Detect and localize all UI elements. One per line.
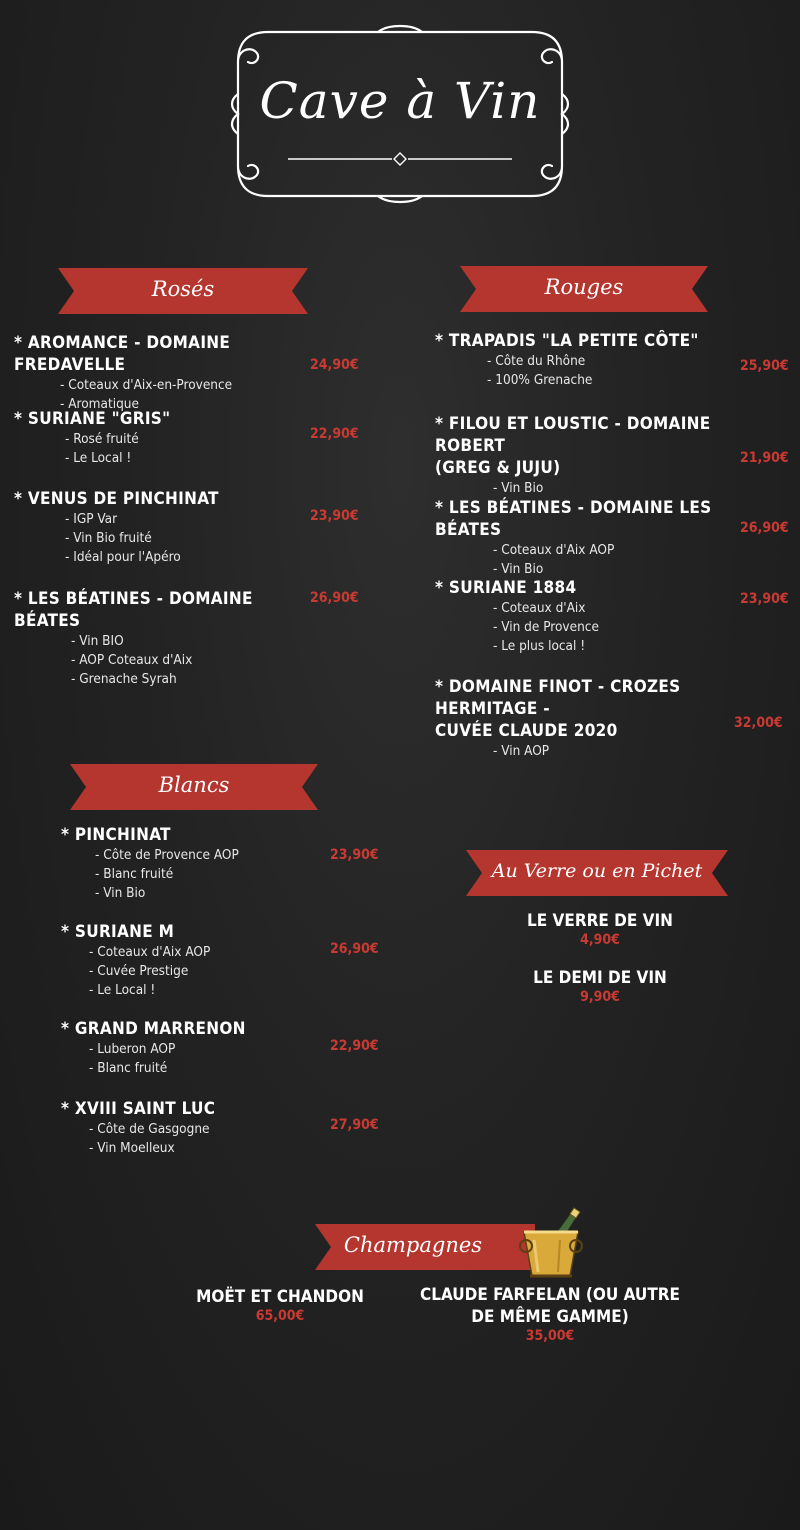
wine-detail: - Côte du Rhône — [487, 353, 586, 369]
wine-detail: - Blanc fruité — [95, 866, 174, 882]
ribbon-roses — [58, 268, 308, 314]
wine-name: * AROMANCE - DOMAINE FREDAVELLE — [14, 333, 231, 375]
wine-detail: - Le Local ! — [89, 982, 156, 998]
wine-detail: - Coteaux d'Aix AOP — [493, 542, 615, 558]
wine-detail: - Rosé fruité — [65, 431, 139, 447]
wine-detail: - Blanc fruité — [89, 1060, 168, 1076]
wine-detail: - Côte de Provence AOP — [95, 847, 239, 863]
wine-name: * DOMAINE FINOT - CROZES HERMITAGE - — [435, 677, 681, 719]
champagne-name: MOËT ET CHANDON — [196, 1287, 364, 1307]
page-title: Cave à Vin — [259, 72, 541, 130]
wine-detail: - Coteaux d'Aix AOP — [89, 944, 211, 960]
wine-name: * TRAPADIS "LA PETITE CÔTE" — [435, 331, 699, 351]
wine-detail: - Côte de Gasgogne — [89, 1121, 210, 1137]
wine-price: 23,90€ — [310, 508, 359, 524]
verre-price: 9,90€ — [580, 989, 620, 1005]
section-title-rouges: Rouges — [544, 275, 624, 299]
wine-detail: - IGP Var — [65, 511, 118, 527]
wine-name: * VENUS DE PINCHINAT — [14, 489, 219, 509]
wine-item-rouges-4 — [435, 676, 775, 761]
wine-price: 22,90€ — [310, 426, 359, 442]
wine-item-blancs-1 — [61, 921, 341, 1000]
wine-item-rouges-1 — [435, 413, 765, 498]
wine-name-line2: (GREG & JUJU) — [435, 458, 561, 478]
verre-item-0 — [480, 910, 720, 948]
champagne-name: CLAUDE FARFELAN (OU AUTRE — [419, 1285, 680, 1305]
wine-item-roses-0 — [14, 332, 314, 414]
wine-item-blancs-3 — [61, 1098, 341, 1158]
wine-detail: - Vin BIO — [71, 633, 124, 649]
wine-item-roses-3 — [14, 588, 314, 689]
wine-detail: - Le plus local ! — [493, 638, 586, 654]
wine-item-roses-1 — [14, 408, 314, 468]
wine-price: 26,90€ — [310, 590, 359, 606]
verre-name: LE DEMI DE VIN — [533, 968, 667, 988]
wine-item-roses-2 — [14, 488, 314, 567]
verre-price: 4,90€ — [580, 932, 620, 948]
wine-detail: - Vin Bio — [493, 561, 544, 577]
section-title-blancs: Blancs — [158, 773, 230, 797]
wine-item-rouges-0 — [435, 330, 765, 390]
wine-item-blancs-0 — [61, 824, 341, 903]
wine-detail: - Grenache Syrah — [71, 671, 177, 687]
wine-detail: - Vin Bio — [95, 885, 146, 901]
wine-price: 26,90€ — [330, 941, 379, 957]
wine-name: * LES BÉATINES - DOMAINE BÉATES — [14, 589, 253, 631]
wine-detail: - Vin Moelleux — [89, 1140, 175, 1156]
wine-price: 32,00€ — [734, 715, 783, 731]
champagne-item-0 — [190, 1286, 370, 1324]
wine-name: * SURIANE "GRIS" — [14, 409, 171, 429]
wine-name-line2: CUVÉE CLAUDE 2020 — [435, 721, 618, 741]
wine-detail: - Aromatique — [60, 396, 139, 412]
ribbon-verre — [466, 850, 728, 896]
wine-detail: - Luberon AOP — [89, 1041, 176, 1057]
section-title-verre: Au Verre ou en Pichet — [491, 860, 703, 882]
section-title-roses: Rosés — [151, 277, 215, 301]
wine-detail: - Idéal pour l'Apéro — [65, 549, 181, 565]
wine-name: * XVIII SAINT LUC — [61, 1099, 216, 1119]
wine-detail: - Cuvée Prestige — [89, 963, 189, 979]
wine-detail: - AOP Coteaux d'Aix — [71, 652, 193, 668]
champagne-bucket-icon — [516, 1206, 588, 1280]
wine-price: 23,90€ — [740, 591, 789, 607]
wine-name: * FILOU ET LOUSTIC - DOMAINE ROBERT — [435, 414, 711, 456]
section-title-champagnes: Champagnes — [343, 1233, 483, 1257]
wine-price: 27,90€ — [330, 1117, 379, 1133]
wine-detail: - Vin Bio — [493, 480, 544, 496]
wine-name: * SURIANE 1884 — [435, 578, 577, 598]
wine-price: 22,90€ — [330, 1038, 379, 1054]
champagne-price: 35,00€ — [525, 1328, 575, 1344]
wine-detail: - Vin Bio fruité — [65, 530, 152, 546]
verre-item-1 — [480, 967, 720, 1005]
wine-price: 21,90€ — [740, 450, 789, 466]
wine-item-rouges-2 — [435, 497, 765, 579]
wine-detail: - Coteaux d'Aix-en-Provence — [60, 377, 233, 393]
wine-name: * PINCHINAT — [61, 825, 171, 845]
wine-price: 24,90€ — [310, 357, 359, 373]
ribbon-champagnes — [315, 1224, 535, 1270]
ribbon-rouges — [460, 266, 708, 312]
wine-detail: - Coteaux d'Aix — [493, 600, 586, 616]
verre-name: LE VERRE DE VIN — [527, 911, 673, 931]
wine-detail: - Vin de Provence — [493, 619, 599, 635]
wine-price: 26,90€ — [740, 520, 789, 536]
wine-detail: - Le Local ! — [65, 450, 132, 466]
champagne-item-1 — [410, 1284, 690, 1344]
wine-item-rouges-3 — [435, 577, 765, 656]
wine-name: * SURIANE M — [61, 922, 175, 942]
wine-item-blancs-2 — [61, 1018, 341, 1078]
wine-detail: - 100% Grenache — [487, 372, 593, 388]
ribbon-blancs — [70, 764, 318, 810]
champagne-price: 65,00€ — [255, 1308, 305, 1324]
wine-detail: - Vin AOP — [493, 743, 550, 759]
champagne-name-line2: DE MÊME GAMME) — [471, 1307, 629, 1327]
wine-price: 23,90€ — [330, 847, 379, 863]
wine-price: 25,90€ — [740, 358, 789, 374]
wine-name: * GRAND MARRENON — [61, 1019, 246, 1039]
wine-name: * LES BÉATINES - DOMAINE LES BÉATES — [435, 498, 712, 540]
